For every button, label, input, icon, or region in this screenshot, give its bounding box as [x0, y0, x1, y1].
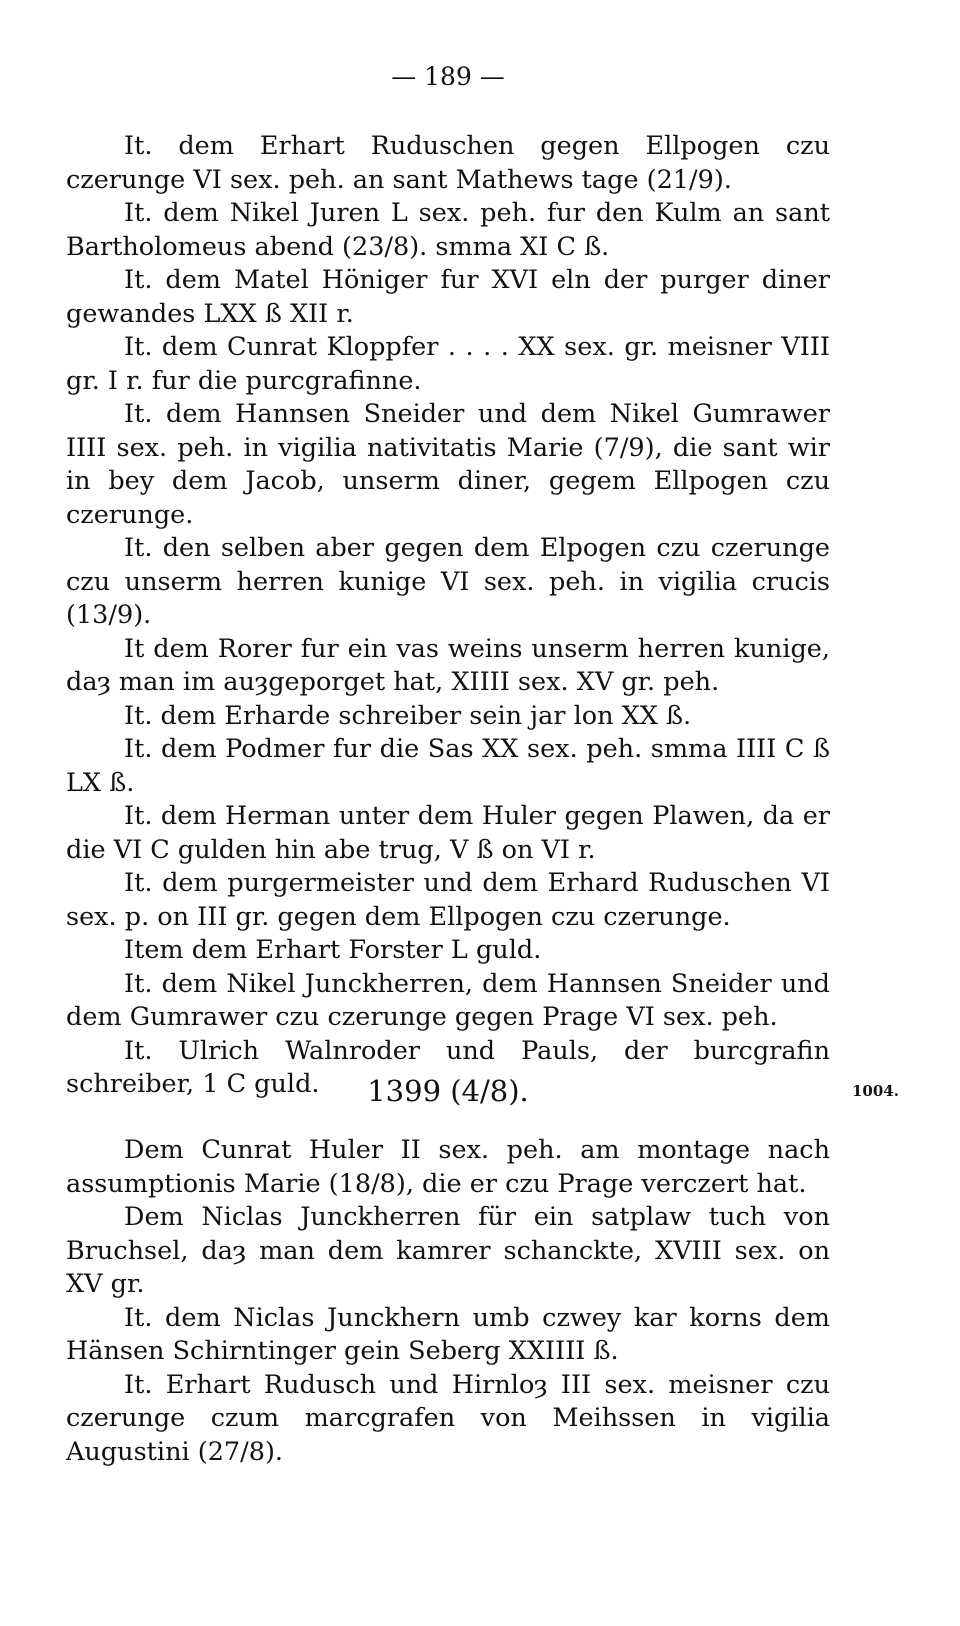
entry: Dem Cunrat Huler II sex. peh. am montage nach assumptionis Marie (18/8), die er czu Prage verczert hat. — [66, 1135, 830, 1199]
entries-block — [66, 130, 830, 1102]
page-number: — 189 — — [391, 62, 505, 91]
marginal-note: 1004. — [852, 1082, 899, 1100]
entry: It. Erhart Rudusch und Hirnloȝ III sex. meisner czu czerunge czum marcgrafen von Meihssen in vigilia Augustini (27/8). — [66, 1369, 830, 1467]
entry: It. dem Cunrat Kloppfer . . . . XX sex. gr. meisner VIII gr. I r. fur die purcgrafinne. — [66, 332, 830, 396]
entry: It. dem Erharde schreiber sein jar lon XX ß. — [124, 700, 692, 731]
entry: It. dem purgermeister und dem Erhard Ruduschen VI sex. p. on III gr. gegen dem Ellpogen czu czerunge. — [66, 868, 830, 932]
entry: It. dem Nikel Juren L sex. peh. fur den Kulm an sant Bartholomeus abend (23/8). smma XI C ß. — [66, 198, 830, 262]
entry: It. dem Niclas Junckhern umb czwey kar korns dem Hänsen Schirntinger gein Seberg XXIIII ß. — [66, 1302, 830, 1366]
entry: It. dem Hannsen Sneider und dem Nikel Gumrawer IIII sex. peh. in vigilia nativitatis Marie (7/9), die sant wir in bey dem Jacob, unserm diner, gegem Ellpogen czu czerunge. — [66, 399, 830, 530]
entry: Item dem Erhart Forster L guld. — [124, 935, 542, 965]
entry: Dem Niclas Junckherren für ein satplaw tuch von Bruchsel, daȝ man dem kamrer schanckte, XVIII sex. on XV gr. — [66, 1202, 830, 1299]
entry: It. dem Herman unter dem Huler gegen Plawen, da er die VI C gulden hin abe trug, V ß on VI r. — [66, 801, 830, 865]
entry: It. dem Podmer fur die Sas XX sex. peh. smma IIII C ß LX ß. — [66, 734, 830, 798]
entry: It dem Rorer fur ein vas weins unserm herren kunige, daȝ man im auȝgeporget hat, XIIII sex. XV gr. peh. — [66, 633, 830, 697]
year-heading: 1399 (4/8). — [367, 1074, 529, 1108]
entries-1399-block — [66, 1134, 830, 1469]
entry: It. dem Matel Höniger fur XVI eln der purger diner gewandes LXX ß XII r. — [66, 265, 830, 329]
entry: It. den selben aber gegen dem Elpogen czu czerunge czu unserm herren kunige VI sex. peh. in vigilia crucis (13/9). — [66, 533, 830, 630]
entry: It. Ulrich Walnroder und Pauls, der burcgrafin schreiber, 1 C guld. — [66, 1035, 830, 1099]
entry: It. dem Erhart Ruduschen gegen Ellpogen czu czerunge VI sex. peh. an sant Mathews tage (21/9). — [66, 131, 830, 195]
entry: It. dem Nikel Junckherren, dem Hannsen Sneider und dem Gumrawer czu czerunge gegen Prage VI sex. peh. — [66, 968, 830, 1032]
